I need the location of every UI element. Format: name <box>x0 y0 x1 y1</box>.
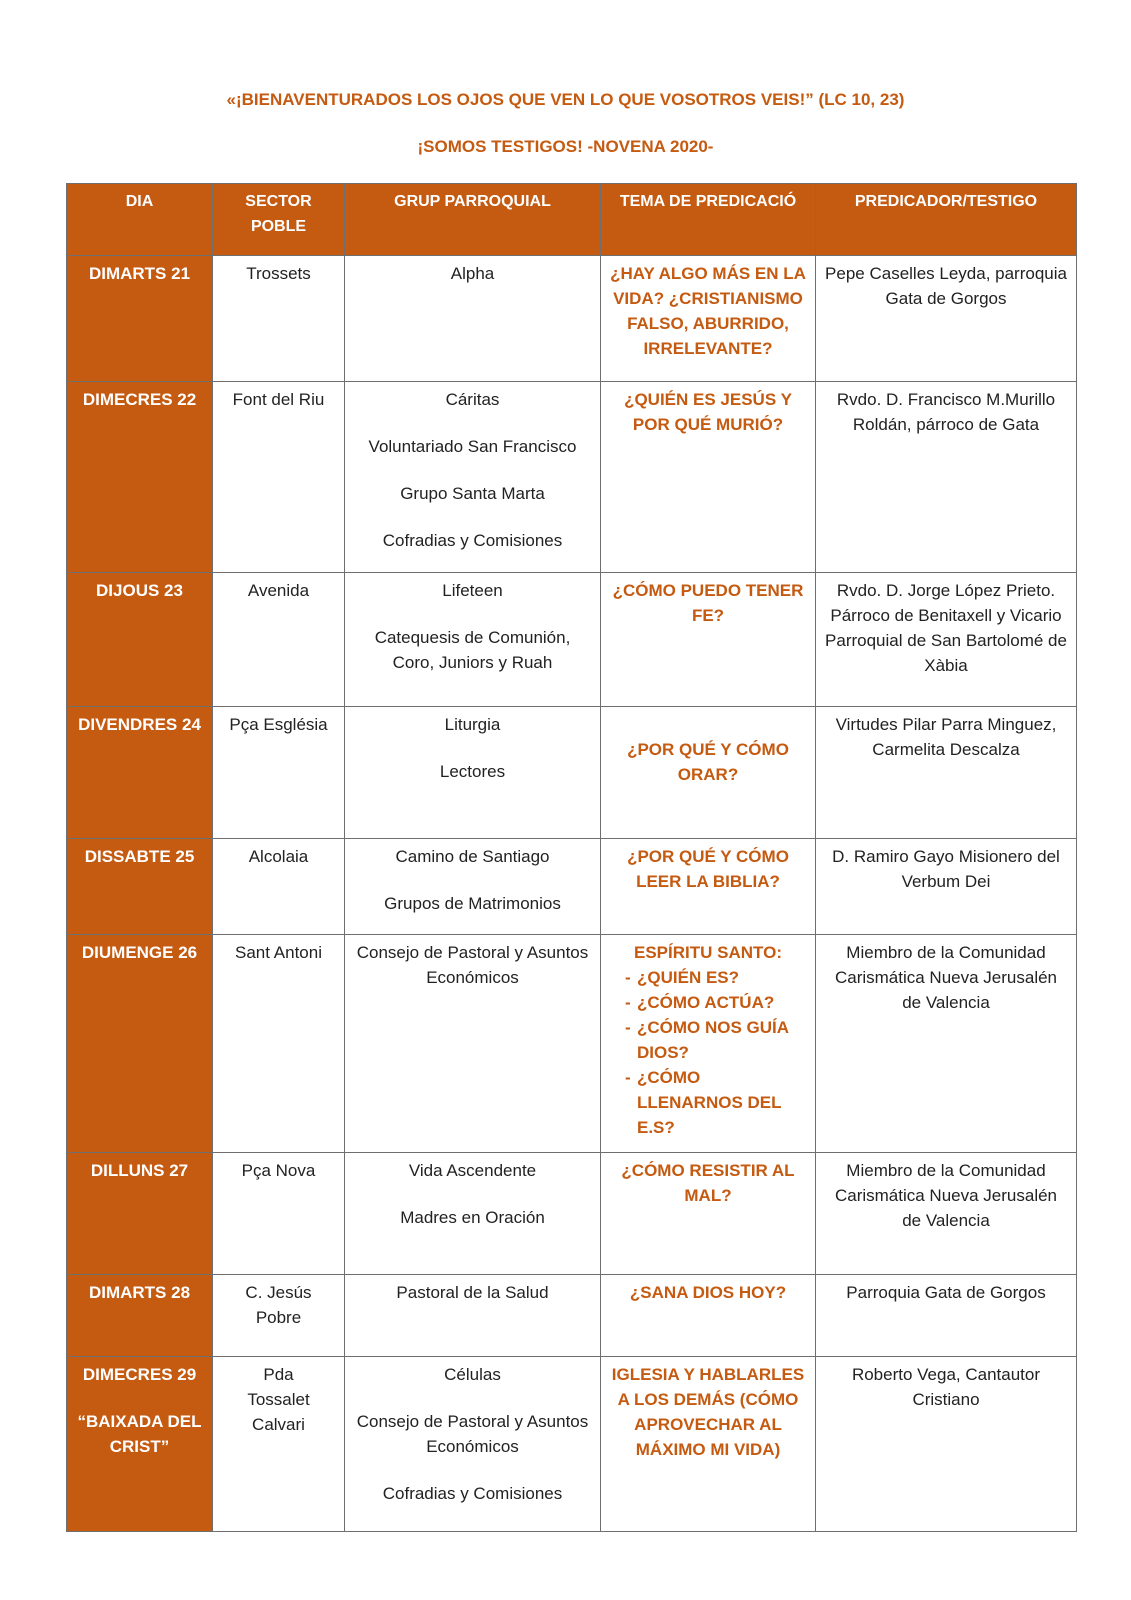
cell-predicador: Virtudes Pilar Parra Minguez, Carmelita Descalza <box>816 707 1077 839</box>
grupo-item: Voluntariado San Francisco <box>368 437 577 456</box>
table-row <box>67 382 1077 573</box>
cell-sector <box>213 1275 345 1357</box>
sector-text: Pda Tossalet Calvari <box>247 1365 310 1434</box>
header-predicador: PREDICADOR/TESTIGO <box>816 184 1077 256</box>
cell-grupo <box>345 839 601 935</box>
cell-grupo <box>345 573 601 707</box>
table-row <box>67 839 1077 935</box>
grupo-item: Camino de Santiago <box>395 847 550 866</box>
cell-dia <box>67 1357 213 1532</box>
table-row <box>67 1153 1077 1275</box>
day-label: DIMECRES 29 <box>82 1365 197 1384</box>
grupo-item: Consejo de Pastoral y Asuntos Económicos <box>356 943 589 987</box>
grupo-item: Lectores <box>439 762 506 781</box>
cell-grupo <box>345 1153 601 1275</box>
cell-sector: Pça Nova <box>213 1153 345 1275</box>
grupo-spacer <box>353 459 592 481</box>
cell-predicador: Roberto Vega, Cantautor Cristiano <box>816 1357 1077 1532</box>
cell-tema: ¿QUIÉN ES JESÚS Y POR QUÉ MURIÓ? <box>601 382 816 573</box>
cell-dia: DIUMENGE 26 <box>67 935 213 1153</box>
table-row <box>67 256 1077 382</box>
header-grupo: GRUP PARROQUIAL <box>345 184 601 256</box>
grupo-spacer <box>353 506 592 528</box>
grupo-spacer <box>353 737 592 759</box>
table-row <box>67 573 1077 707</box>
cell-dia: DIMECRES 22 <box>67 382 213 573</box>
table-row <box>67 707 1077 839</box>
cell-dia: DIMARTS 21 <box>67 256 213 382</box>
cell-dia: DISSABTE 25 <box>67 839 213 935</box>
header-dia: DIA <box>67 184 213 256</box>
tema-list-item: - ¿CÓMO ACTÚA? <box>609 990 807 1015</box>
cell-tema: ¿CÓMO RESISTIR AL MAL? <box>601 1153 816 1275</box>
cell-grupo <box>345 935 601 1153</box>
cell-tema: ¿CÓMO PUEDO TENER FE? <box>601 573 816 707</box>
grupo-spacer <box>353 412 592 434</box>
cell-sector: Pça Església <box>213 707 345 839</box>
grupo-item: Lifeteen <box>442 581 503 600</box>
cell-tema <box>601 935 816 1153</box>
grupo-item: Madres en Oración <box>400 1208 545 1227</box>
grupo-spacer <box>353 1459 592 1481</box>
table-row <box>67 1275 1077 1357</box>
tema-list <box>609 965 807 1140</box>
cell-predicador: Rvdo. D. Jorge López Prieto. Párroco de Benitaxell y Vicario Parroquial de San Bartolomé de Xàbia <box>816 573 1077 707</box>
cell-sector: Font del Riu <box>213 382 345 573</box>
cell-predicador: Pepe Caselles Leyda, parroquia Gata de Gorgos <box>816 256 1077 382</box>
table-row <box>67 1357 1077 1532</box>
header-tema: TEMA DE PREDICACIÓ <box>601 184 816 256</box>
cell-grupo <box>345 707 601 839</box>
grupo-item: Cofradias y Comisiones <box>382 1484 563 1503</box>
cell-grupo <box>345 1357 601 1532</box>
cell-dia: DIVENDRES 24 <box>67 707 213 839</box>
document-subtitle: ¡SOMOS TESTIGOS! -NOVENA 2020- <box>417 137 714 156</box>
day-event-label: “BAIXADA DEL CRIST” <box>77 1412 202 1456</box>
day-spacer <box>75 1387 204 1409</box>
header-sector-label: SECTOR POBLE <box>245 193 312 235</box>
tema-heading: ESPÍRITU SANTO: <box>634 943 782 962</box>
cell-grupo <box>345 382 601 573</box>
tema-list-item: - ¿CÓMO LLENARNOS DEL E.S? <box>609 1065 807 1140</box>
cell-sector: Alcolaia <box>213 839 345 935</box>
grupo-spacer <box>353 603 592 625</box>
cell-predicador: Rvdo. D. Francisco M.Murillo Roldán, párroco de Gata <box>816 382 1077 573</box>
grupo-spacer <box>353 1183 592 1205</box>
grupo-item: Cáritas <box>445 390 500 409</box>
cell-grupo <box>345 256 601 382</box>
cell-tema: ¿POR QUÉ Y CÓMO LEER LA BIBLIA? <box>601 839 816 935</box>
sector-text: C. Jesús Pobre <box>245 1283 312 1327</box>
tema-list-item: - ¿QUIÉN ES? <box>609 965 807 990</box>
grupo-item: Grupo Santa Marta <box>400 484 545 503</box>
table-header-row <box>67 184 1077 256</box>
cell-dia: DIMARTS 28 <box>67 1275 213 1357</box>
cell-dia: DIJOUS 23 <box>67 573 213 707</box>
cell-sector: Trossets <box>213 256 345 382</box>
document-title: «¡BIENAVENTURADOS LOS OJOS QUE VEN LO QUE VOSOTROS VEIS!” (LC 10, 23) <box>226 90 905 109</box>
grupo-item: Catequesis de Comunión, Coro, Juniors y Ruah <box>374 628 571 672</box>
cell-predicador: D. Ramiro Gayo Misionero del Verbum Dei <box>816 839 1077 935</box>
cell-tema <box>601 707 816 839</box>
cell-tema: ¿SANA DIOS HOY? <box>601 1275 816 1357</box>
grupo-item: Pastoral de la Salud <box>396 1283 549 1302</box>
cell-sector: Sant Antoni <box>213 935 345 1153</box>
cell-grupo <box>345 1275 601 1357</box>
cell-sector <box>213 1357 345 1532</box>
table-row <box>67 935 1077 1153</box>
tema-text: ¿POR QUÉ Y CÓMO ORAR? <box>627 740 789 784</box>
grupo-item: Alpha <box>450 264 495 283</box>
grupo-spacer <box>353 869 592 891</box>
cell-tema: ¿HAY ALGO MÁS EN LA VIDA? ¿CRISTIANISMO FALSO, ABURRIDO, IRRELEVANTE? <box>601 256 816 382</box>
grupo-item: Células <box>444 1365 501 1384</box>
cell-predicador: Miembro de la Comunidad Carismática Nueva Jerusalén de Valencia <box>816 1153 1077 1275</box>
cell-predicador: Miembro de la Comunidad Carismática Nueva Jerusalén de Valencia <box>816 935 1077 1153</box>
grupo-spacer <box>353 1387 592 1409</box>
header-sector <box>213 184 345 256</box>
novena-schedule-table <box>66 183 1077 1532</box>
grupo-item: Liturgia <box>444 715 501 734</box>
cell-dia: DILLUNS 27 <box>67 1153 213 1275</box>
grupo-item: Grupos de Matrimonios <box>384 894 561 913</box>
grupo-item: Cofradias y Comisiones <box>382 531 563 550</box>
grupo-item: Vida Ascendente <box>408 1161 537 1180</box>
cell-predicador: Parroquia Gata de Gorgos <box>816 1275 1077 1357</box>
cell-sector: Avenida <box>213 573 345 707</box>
tema-list-item: - ¿CÓMO NOS GUÍA DIOS? <box>609 1015 807 1065</box>
cell-tema: IGLESIA Y HABLARLES A LOS DEMÁS (CÓMO APROVECHAR AL MÁXIMO MI VIDA) <box>601 1357 816 1532</box>
grupo-item: Consejo de Pastoral y Asuntos Económicos <box>356 1412 589 1456</box>
